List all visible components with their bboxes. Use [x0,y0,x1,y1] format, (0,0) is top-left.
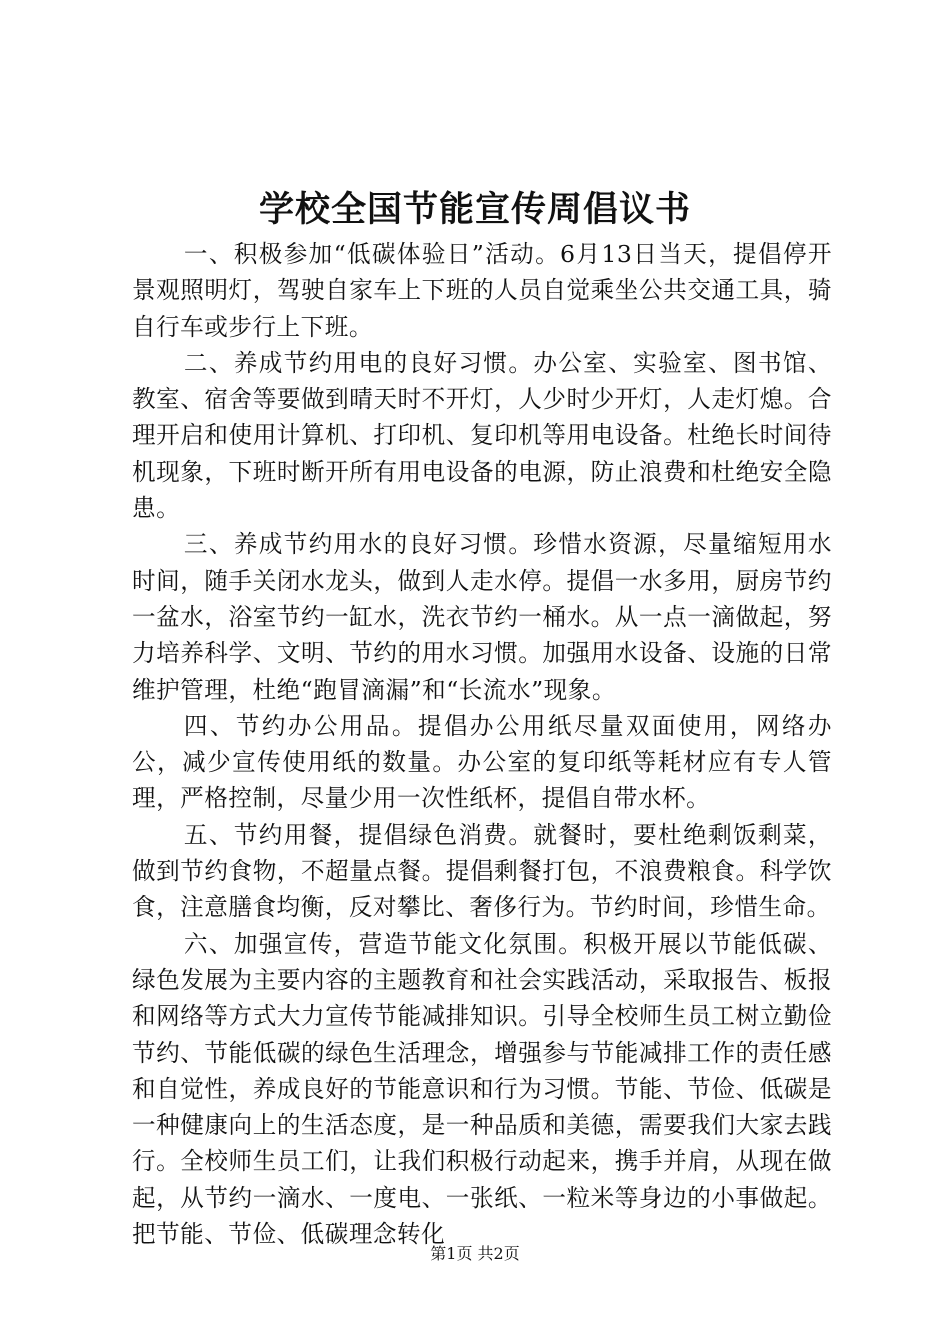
paragraph-2: 二、养成节约用电的良好习惯。办公室、实验室、图书馆、教室、宿舍等要做到晴天时不开灯，人少时少开灯，人走灯熄。合理开启和使用计算机、打印机、复印机等用电设备。杜绝长时间待机现象，下班时断开所有用电设备的电源，防止浪费和杜绝安全隐患。 [132,348,832,523]
paragraph-6: 六、加强宣传，营造节能文化氛围。积极开展以节能低碳、绿色发展为主要内容的主题教育和社会实践活动，采取报告、板报和网络等方式大力宣传节能减排知识。引导全校师生员工树立勤俭节约、节能低碳的绿色生活理念，增强参与节能减排工作的责任感和自觉性，养成良好的节能意识和行为习惯。节能、节俭、低碳是一种健康向上的生活态度，是一种品质和美德，需要我们大家去践行。全校师生员工们，让我们积极行动起来，携手并肩，从现在做起，从节约一滴水、一度电、一张纸、一粒米等身边的小事做起。把节能、节俭、低碳理念转化 [132,929,832,1249]
paragraph-4: 四、节约办公用品。提倡办公用纸尽量双面使用，网络办公，减少宣传使用纸的数量。办公室的复印纸等耗材应有专人管理，严格控制，尽量少用一次性纸杯，提倡自带水杯。 [132,711,832,813]
paragraph-3: 三、养成节约用水的良好习惯。珍惜水资源，尽量缩短用水时间，随手关闭水龙头，做到人走水停。提倡一水多用，厨房节约一盆水，浴室节约一缸水，洗衣节约一桶水。从一点一滴做起，努力培养科学、文明、节约的用水习惯。加强用水设备、设施的日常维护管理，杜绝“跑冒滴漏”和“长流水”现象。 [132,530,832,704]
page-number-footer: 第1页 共2页 [430,1244,520,1263]
document-title: 学校全国节能宣传周倡议书 [258,190,691,230]
paragraph-1: 一、积极参加“低碳体验日”活动。6月13日当天，提倡停开景观照明灯，驾驶自家车上下班的人员自觉乘坐公共交通工具，骑自行车或步行上下班。 [132,240,832,341]
document-body [132,236,832,1252]
paragraph-5: 五、节约用餐，提倡绿色消费。就餐时，要杜绝剩饭剩菜，做到节约食物，不超量点餐。提倡剩餐打包，不浪费粮食。科学饮食，注意膳食均衡，反对攀比、奢侈行为。节约时间，珍惜生命。 [132,820,832,922]
